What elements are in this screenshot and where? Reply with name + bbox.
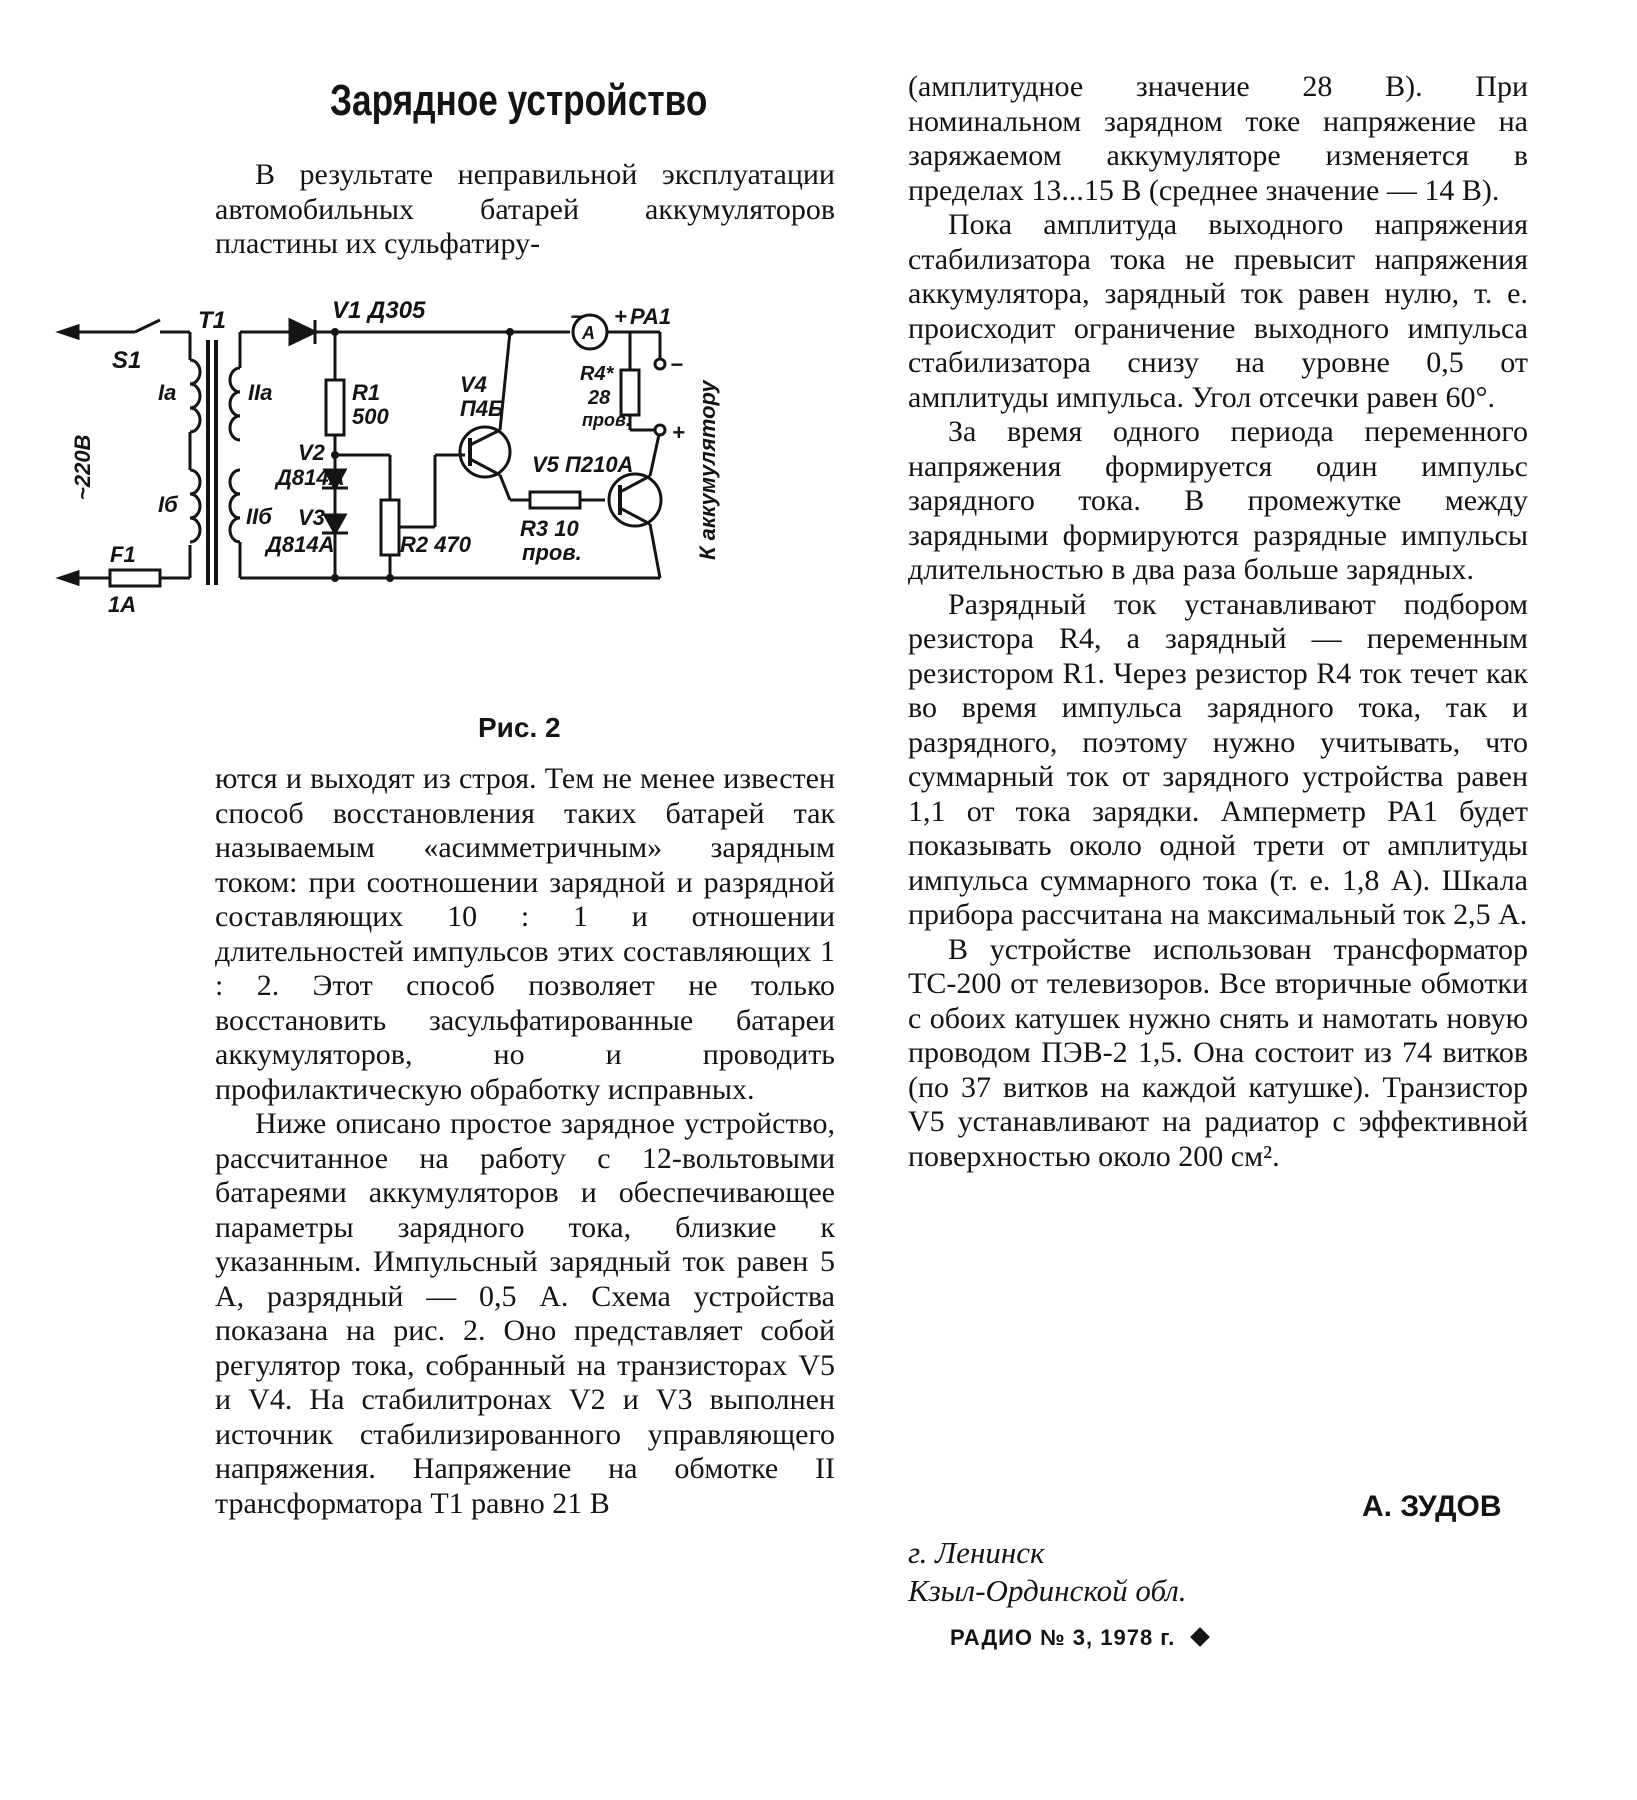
paragraph: В результате неправильной эксплуатации автомобильных батарей аккумуляторов пластины их сульфатиру- (215, 158, 835, 260)
diode-v1 (290, 320, 315, 344)
label-v2-type: Д814А (276, 465, 345, 490)
paragraph: (амплитудное значение 28 В). При номинальном зарядном токе напряжение на заряжаемом аккумуляторе изменяется в пределах 13...15 В (среднее значение — 14 В). (908, 70, 1528, 207)
footer-text: РАДИО № 3, 1978 г. (950, 1625, 1176, 1650)
label-r1-value: 500 (352, 404, 389, 429)
label-r2: R2 470 (400, 532, 471, 557)
label-r3: R3 10 (520, 516, 579, 541)
label-pa1: PA1 (630, 304, 672, 329)
label-v3: V3 (298, 505, 325, 530)
junction (386, 574, 394, 582)
left-column-top (215, 158, 835, 262)
label-ia: Iа (158, 380, 177, 405)
junction (331, 574, 339, 582)
v4-emitter (470, 459, 500, 475)
author-name: А. ЗУДОВ (1362, 1490, 1502, 1523)
terminal-plus (655, 425, 665, 435)
label-f1-rating: 1А (108, 592, 137, 617)
transistor-v4 (460, 427, 510, 477)
label-ammeter: A (582, 323, 595, 343)
publication-footer (950, 1625, 1207, 1651)
label-r4-value: 28 (588, 387, 611, 409)
resistor-r1 (326, 380, 344, 435)
label-v4: V4 (460, 372, 487, 397)
v5-emitter (620, 508, 650, 524)
wire (650, 524, 660, 578)
paragraph: ются и выходят из строя. Тем не менее известен способ восстановления таких батарей так называемым «асимметричным» зарядным током: при соотношении зарядной и разрядной составляющих 10 : 1 и отношении длительностей импульсов этих составляющих 1 : 2. Этот способ позволяет не только восстановить засульфатированные батареи аккумуляторов, но и проводить профилактическую обработку исправных. (215, 762, 835, 1106)
author-region: Кзыл-Ординской обл. (908, 1573, 1187, 1608)
label-ammeter-minus: − (570, 304, 583, 329)
label-ammeter-plus: + (614, 304, 627, 329)
label-terminal-plus: + (672, 420, 685, 445)
resistor-r2 (381, 500, 399, 555)
junction (331, 328, 339, 336)
label-v1: V1 Д305 (332, 297, 426, 324)
wire (650, 430, 660, 476)
label-v4-type: П4Б (460, 396, 504, 421)
label-r4: R4* (580, 363, 614, 385)
label-v2: V2 (298, 440, 325, 465)
label-r4-note: пров. (582, 410, 631, 430)
label-v3-type: Д814А (266, 532, 335, 557)
label-s1: S1 (112, 347, 142, 374)
winding-ia (190, 360, 200, 432)
circuit-diagram (60, 297, 760, 700)
winding-ib (190, 470, 200, 542)
label-ib: Iб (158, 492, 178, 517)
author-city: г. Ленинск (908, 1535, 1045, 1570)
v4-collector (470, 430, 500, 445)
figure-caption: Рис. 2 (478, 712, 561, 743)
winding-iia (230, 368, 240, 440)
label-r3-note: пров. (522, 540, 582, 565)
paragraph: Ниже описано простое зарядное устройство, рассчитанное на работу с 12-вольтовыми батареями аккумуляторов и обеспечивающее параметры зарядного тока, близкие к указанным. Импульсный зарядный ток равен 5 А, разрядный — 0,5 А. Схема устройства показана на рис. 2. Оно представляет собой регулятор тока, собранный на транзисторах V5 и V4. На стабилитронах V2 и V3 выполнен источник стабилизированного управляющего напряжения. Напряжение на обмотке II трансформатора T1 равно 21 В (215, 1107, 835, 1520)
label-to-battery: К аккумулятору (695, 380, 720, 560)
paragraph: За время одного периода переменного напряжения формируется один импульс зарядного тока. В промежутке между зарядными формируются разрядные импульсы длительностью в два раза больше зарядных. (908, 415, 1528, 586)
label-r1: R1 (352, 380, 381, 405)
right-column (908, 70, 1528, 1174)
label-t1: T1 (198, 307, 227, 334)
paragraph: Пока амплитуда выходного напряжения стабилизатора тока не превысит напряжения аккумулятора, зарядный ток равен нулю, т. е. происходит ограничение выходного импульса стабилизатора снизу на уровне 0,5 от амплитуды импульса. Угол отсечки равен 60°. (908, 208, 1528, 414)
winding-iib (230, 470, 240, 542)
article-title: Зарядное устройство (330, 76, 708, 125)
junction (331, 451, 339, 459)
label-v5: V5 П210А (532, 452, 634, 477)
label-iib: IIб (246, 504, 272, 529)
resistor-r4 (621, 370, 639, 415)
transistor-v5 (609, 474, 661, 526)
label-mains: ~220В (70, 434, 95, 500)
arrow-icon (60, 572, 78, 584)
zener-v3 (325, 515, 345, 533)
label-f1: F1 (110, 542, 136, 567)
left-column-bottom (215, 762, 835, 1521)
diamond-icon (1190, 1627, 1210, 1647)
v5-collector (620, 476, 650, 492)
terminal-minus (655, 359, 665, 369)
label-terminal-minus: − (670, 352, 683, 377)
switch-s1 (135, 320, 160, 332)
arrow-icon (60, 326, 78, 338)
junction (506, 328, 514, 336)
resistor-r3 (530, 492, 580, 508)
fuse-f1 (110, 570, 160, 586)
label-iia: IIа (248, 380, 273, 405)
paragraph: Разрядный ток устанавливают подбором резистора R4, а зарядный — переменным резистором R1. Через резистор R4 ток течет как во время импульса зарядного тока, так и разрядного, поэтому нужно учитывать, что суммарный ток от зарядного устройства равен 1,1 от тока зарядки. Амперметр PA1 будет показывать около одной трети от амплитуды импульса суммарного тока (т. е. 1,8 А). Шкала прибора рассчитана на максимальный ток 2,5 А. (908, 587, 1528, 931)
paragraph: В устройстве использован трансформатор ТС-200 от телевизоров. Все вторичные обмотки с обоих катушек нужно снять и намотать новую проводом ПЭВ-2 1,5. Она состоит из 74 витков (по 37 витков на каждой катушке). Транзистор V5 устанавливают на радиатор с эффективной поверхностью около 200 см². (908, 932, 1528, 1173)
wire (500, 475, 510, 500)
